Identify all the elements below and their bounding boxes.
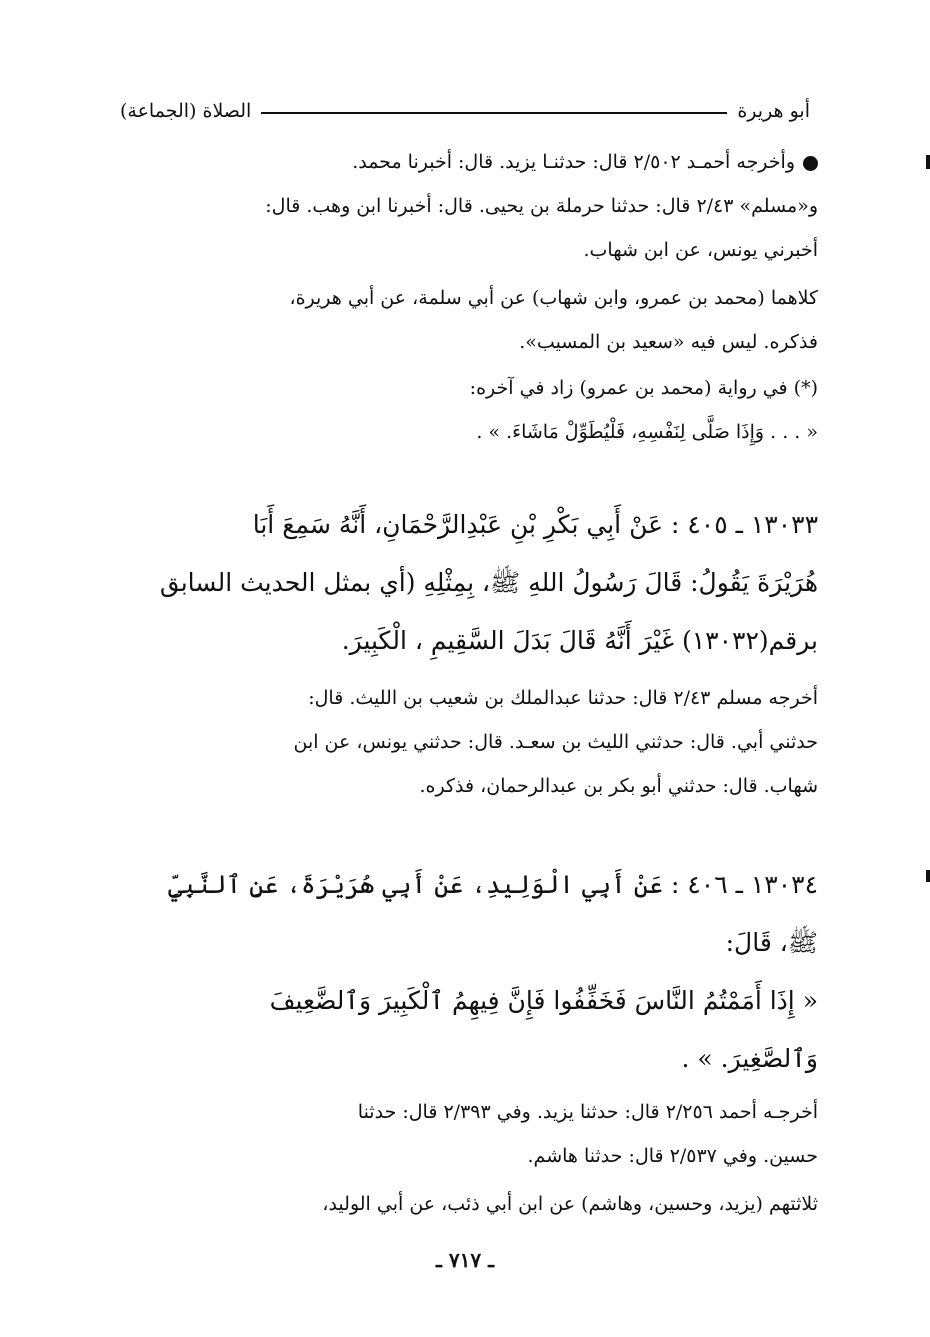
bullet-icon [803,156,818,171]
running-header [120,92,810,122]
chain-summary-line: كلاهما (محمد بن عمرو، وابن شهاب) عن أبي سلمة، عن أبي هريرة، [289,287,818,309]
hadith-13034-sources [130,1090,818,1226]
chain-summary-line: ثلاثتهم (يزيد، وحسين، وهاشم) عن ابن أبي ذئب، عن أبي الوليد، [322,1193,818,1215]
source-line: أخرجـه أحمد ٢/٢٥٦ قال: حدثنا يزيد. وفي ٢/٣٩٣ قال: حدثنا [357,1101,818,1123]
note-quote-line: « . . . وَإِذَا صَلَّى لِنَفْسِهِ، فَلْيُطَوِّلْ مَاشَاءَ. » . [476,421,818,443]
header-chapter-title: الصلاة (الجماعة) [120,100,252,122]
previous-hadith-sources [130,140,818,364]
hadith-text-line: « إِذَا أَمَمْتُمُ النَّاسَ فَخَفِّفُوا فَإِنَّ فِيهِمُ ٱلْكَبِيرَ وَٱلضَّعِيفَ [269,986,818,1015]
scan-edge-mark [926,870,930,882]
chain-summary-line: فذكره. ليس فيه «سعيد بن المسيب». [519,331,818,353]
note-line: (*) في رواية (محمد بن عمرو) زاد في آخره: [469,377,818,399]
hadith-text-line: ﷺ، قَالَ: [725,928,818,957]
source-line: أخرجه مسلم ٢/٤٣ قال: حدثنا عبدالملك بن شعيب بن الليث. قال: [308,687,818,709]
hadith-text-line: وَٱلصَّغِيرَ. » . [681,1044,818,1073]
hadith-text-line: ١٣٠٣٤ ـ ٤٠٦ : عَنْ أَبِي الْوَلِيدِ، عَنْ أَبِي هُرَيْرَةَ، عَنِ ٱلنَّبِيِّ [167,870,818,899]
hadith-text-line: هُرَيْرَةَ يَقُولُ: قَالَ رَسُولُ اللهِ ﷺ، بِمِثْلِهِ (أي بمثل الحديث السابق [159,568,818,597]
source-line: أخبرني يونس، عن ابن شهاب. [583,239,818,261]
header-narrator-title: أبو هريرة [737,100,810,122]
scan-edge-mark [926,155,930,169]
hadith-13033-sources [130,676,818,808]
hadith-text-line: ١٣٠٣٣ ـ ٤٠٥ : عَنْ أَبِي بَكْرِ بْنِ عَبْدِالرَّحْمَانِ، أَنَّهُ سَمِعَ أَبَا [252,510,818,539]
source-line: حسين. وفي ٢/٥٣٧ قال: حدثنا هاشم. [527,1145,818,1167]
hadith-13034 [130,856,818,1088]
header-rule [261,112,727,114]
page-number: ـ ٧١٧ ـ [436,1248,494,1272]
source-line: وأخرجه أحمـد ٢/٥٠٢ قال: حدثنـا يزيد. قال: أخبرنا محمد. [130,140,818,184]
narration-note [230,366,818,454]
hadith-text-line: برقم(١٣٠٣٢) غَيْرَ أَنَّهُ قَالَ بَدَلَ السَّقِيمِ ، الْكَبِيرَ. [341,626,818,655]
source-line: و«مسلم» ٢/٤٣ قال: حدثنا حرملة بن يحيى. قال: أخبرنا ابن وهب. قال: [265,195,818,217]
source-line: شهاب. قال: حدثني أبو بكر بن عبدالرحمان، فذكره. [419,775,818,797]
source-line: حدثني أبي. قال: حدثني الليث بن سعـد. قال: حدثني يونس، عن ابن [293,731,818,753]
hadith-13033 [130,496,818,670]
